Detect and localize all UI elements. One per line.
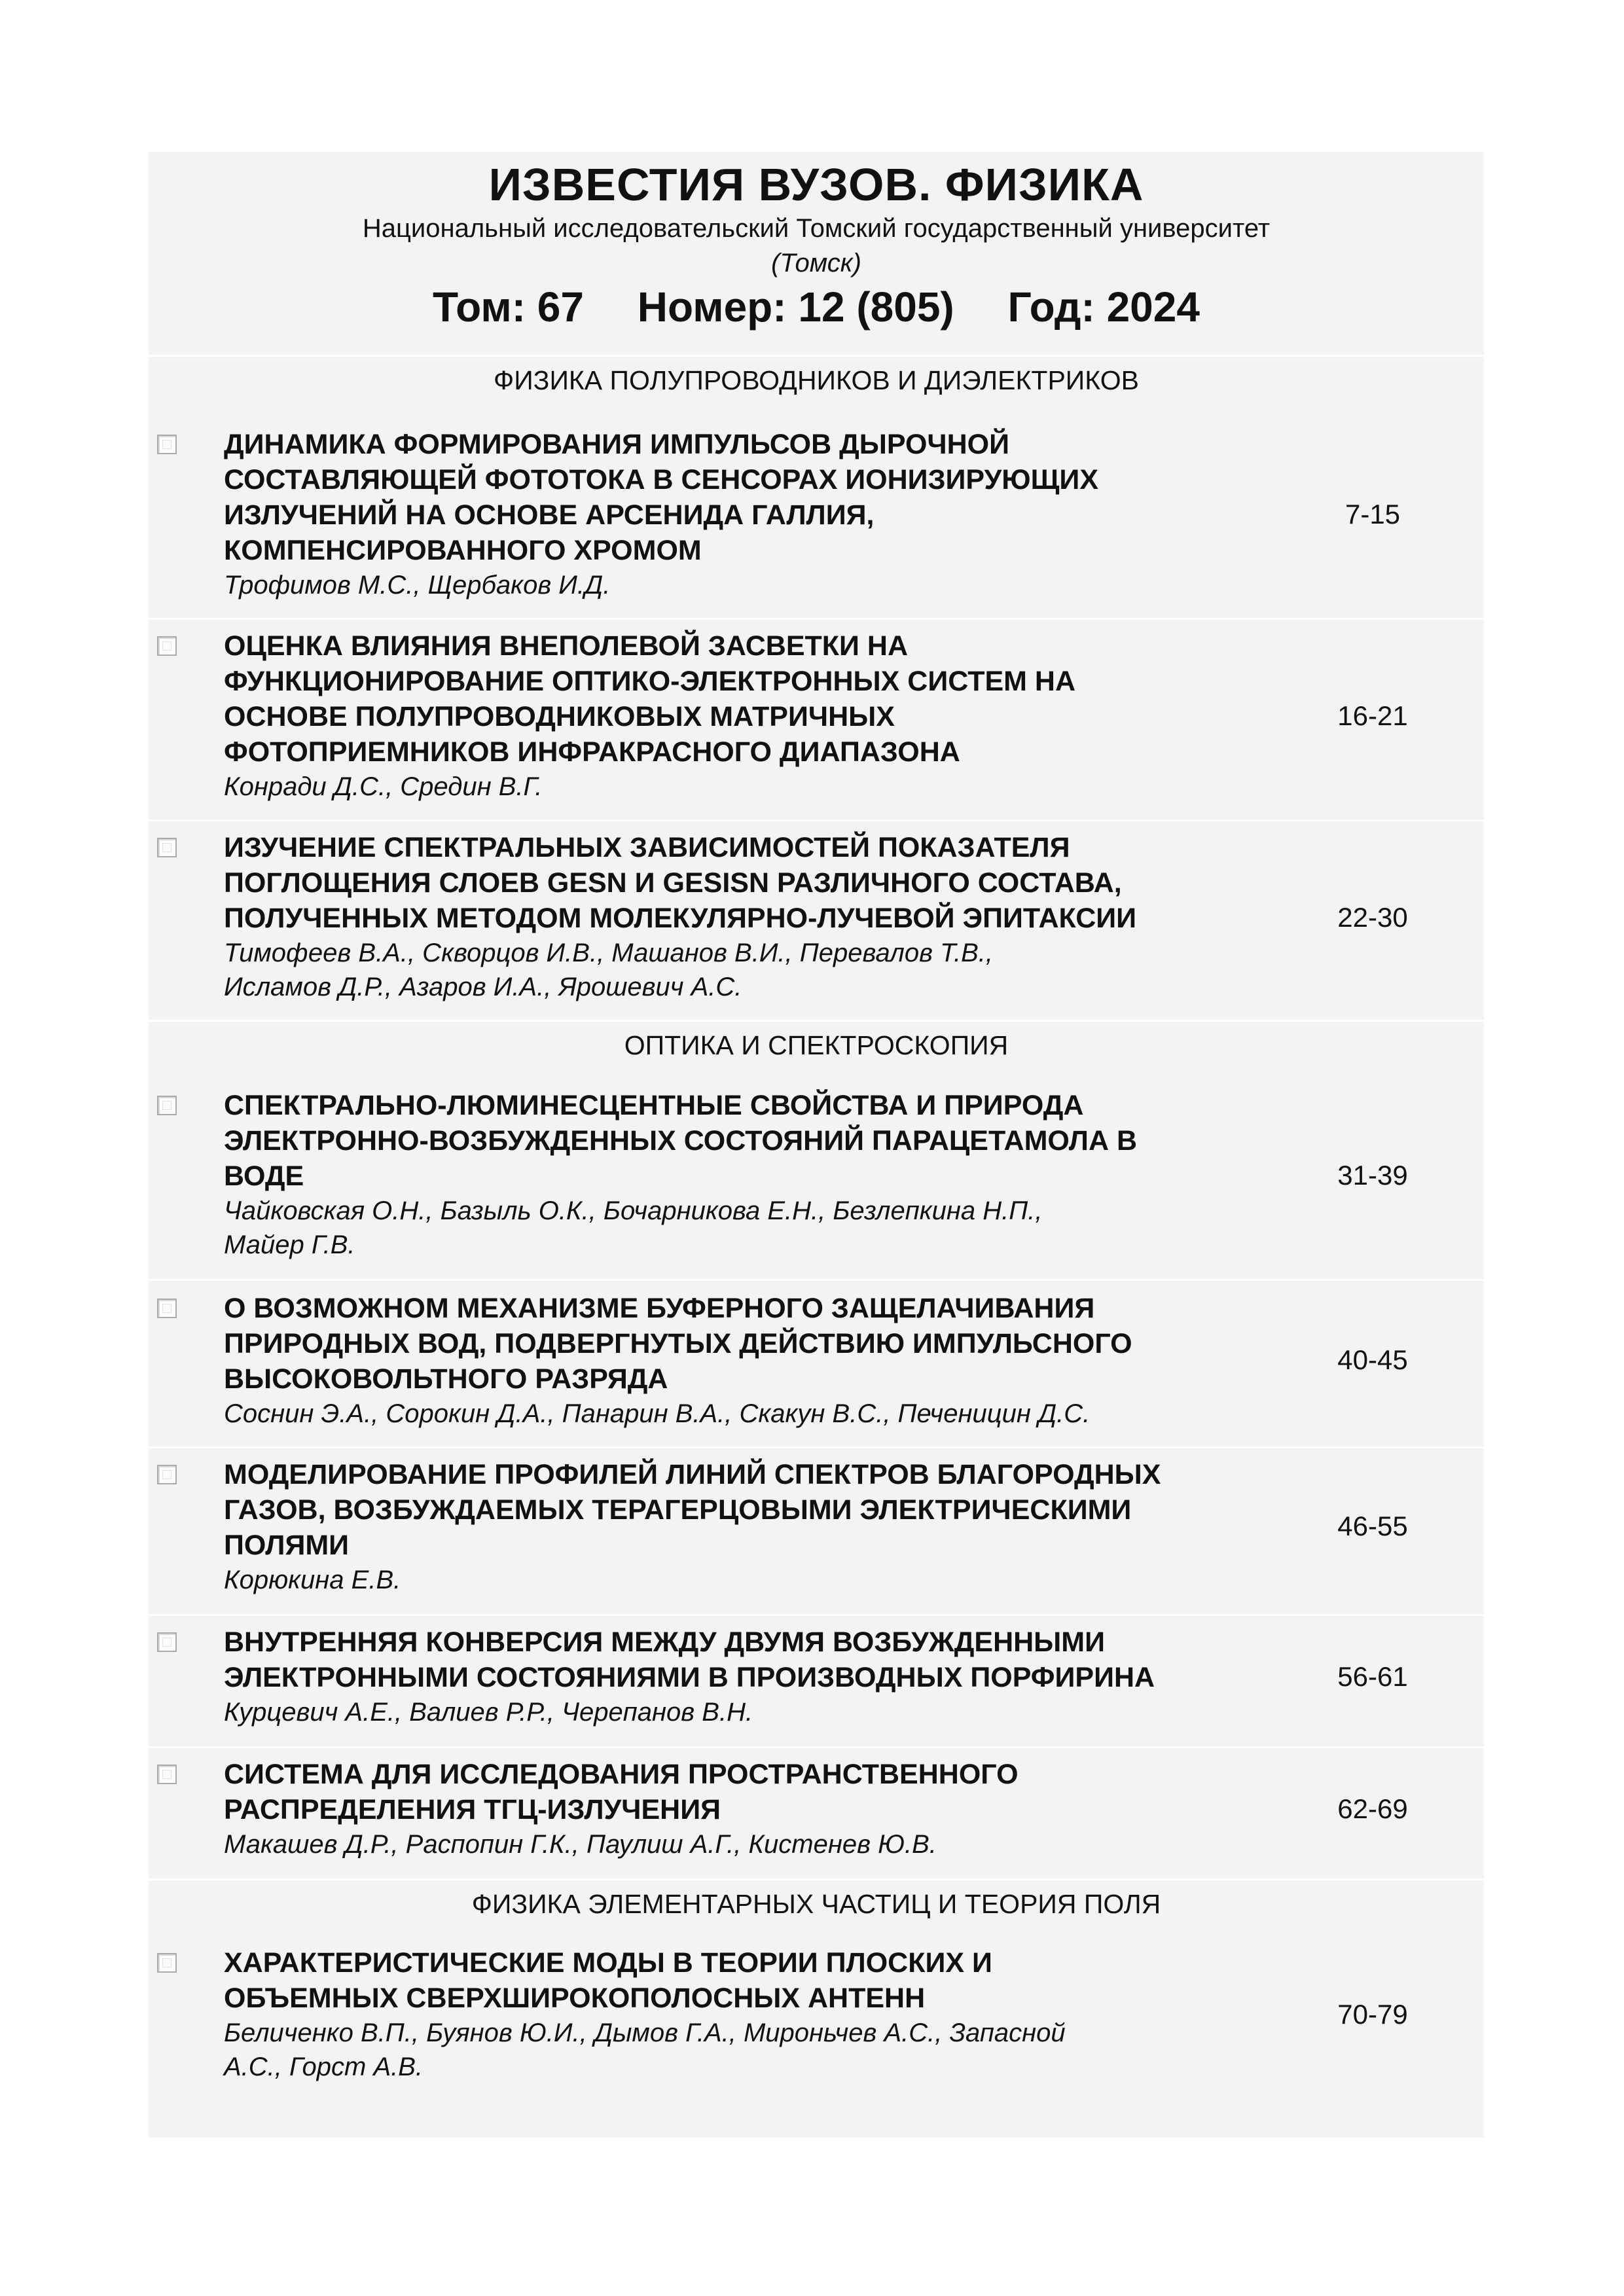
article-authors: Конради Д.С., Средин В.Г. bbox=[224, 772, 543, 801]
publisher-city: (Томск) bbox=[771, 249, 861, 278]
article-divider bbox=[149, 819, 1484, 821]
article-authors: Макашев Д.Р., Распопин Г.К., Паулиш А.Г., Кистенев Ю.В. bbox=[224, 1830, 937, 1859]
issue-label: Номер: 12 (805) bbox=[637, 283, 954, 331]
article-authors: Чайковская О.Н., Базыль О.К., Бочарникова Е.Н., Безлепкина Н.П., Майер Г.В. bbox=[224, 1196, 1043, 1259]
section-heading-semiconductors: ФИЗИКА ПОЛУПРОВОДНИКОВ И ДИЭЛЕКТРИКОВ bbox=[494, 365, 1139, 395]
select-checkbox[interactable] bbox=[157, 636, 177, 656]
article-authors: Курцевич А.Е., Валиев Р.Р., Черепанов В.Н. bbox=[224, 1698, 753, 1727]
issue-info bbox=[149, 283, 1484, 331]
article-title[interactable]: ИЗУЧЕНИЕ СПЕКТРАЛЬНЫХ ЗАВИСИМОСТЕЙ ПОКАЗАТЕЛЯ ПОГЛОЩЕНИЯ СЛОЕВ GESN И GESISN РАЗЛИЧНОГО СОСТАВА, ПОЛУЧЕННЫХ МЕТОДОМ МОЛЕКУЛЯРНО-ЛУЧЕВОЙ ЭПИТАКСИИ bbox=[224, 832, 1137, 934]
article-pages: 70-79 bbox=[1337, 1999, 1408, 2030]
select-checkbox[interactable] bbox=[157, 1765, 177, 1784]
article-divider bbox=[149, 618, 1484, 620]
article-authors: Соснин Э.А., Сорокин Д.А., Панарин В.А., Скакун В.С., Печеницин Д.С. bbox=[224, 1399, 1091, 1428]
journal-title: ИЗВЕСТИЯ ВУЗОВ. ФИЗИКА bbox=[488, 159, 1144, 210]
publisher-name: Национальный исследовательский Томский государственный университет bbox=[362, 214, 1271, 243]
article-pages: 40-45 bbox=[1337, 1344, 1408, 1375]
header-divider bbox=[149, 355, 1484, 357]
article-divider bbox=[149, 1614, 1484, 1616]
article-authors: Корюкина Е.В. bbox=[224, 1566, 401, 1594]
article-title[interactable]: О ВОЗМОЖНОМ МЕХАНИЗМЕ БУФЕРНОГО ЗАЩЕЛАЧИВАНИЯ ПРИРОДНЫХ ВОД, ПОДВЕРГНУТЫХ ДЕЙСТВИЮ ИМПУЛЬСНОГО ВЫСОКОВОЛЬТНОГО РАЗРЯДА bbox=[224, 1293, 1132, 1395]
article-title[interactable]: ХАРАКТЕРИСТИЧЕСКИЕ МОДЫ В ТЕОРИИ ПЛОСКИХ И ОБЪЕМНЫХ СВЕРХШИРОКОПОЛОСНЫХ АНТЕНН bbox=[224, 1947, 992, 2014]
article-divider bbox=[149, 1279, 1484, 1281]
article-title[interactable]: СИСТЕМА ДЛЯ ИССЛЕДОВАНИЯ ПРОСТРАНСТВЕННОГО РАСПРЕДЕЛЕНИЯ ТГЦ-ИЗЛУЧЕНИЯ bbox=[224, 1759, 1019, 1825]
article-authors: Трофимов М.С., Щербаков И.Д. bbox=[224, 571, 611, 600]
article-pages: 46-55 bbox=[1337, 1511, 1408, 1541]
section-divider bbox=[149, 1878, 1484, 1880]
select-checkbox[interactable] bbox=[157, 1953, 177, 1973]
select-checkbox[interactable] bbox=[157, 1299, 177, 1318]
article-divider bbox=[149, 1446, 1484, 1448]
article-pages: 22-30 bbox=[1337, 902, 1408, 933]
article-pages: 16-21 bbox=[1337, 700, 1408, 731]
article-title[interactable]: ВНУТРЕННЯЯ КОНВЕРСИЯ МЕЖДУ ДВУМЯ ВОЗБУЖДЕННЫМИ ЭЛЕКТРОННЫМИ СОСТОЯНИЯМИ В ПРОИЗВОДНЫХ ПОРФИРИНА bbox=[224, 1626, 1155, 1693]
article-pages: 56-61 bbox=[1337, 1661, 1408, 1692]
select-checkbox[interactable] bbox=[157, 1096, 177, 1115]
select-checkbox[interactable] bbox=[157, 838, 177, 857]
article-pages: 31-39 bbox=[1337, 1160, 1408, 1191]
select-checkbox[interactable] bbox=[157, 1465, 177, 1484]
article-title[interactable]: МОДЕЛИРОВАНИЕ ПРОФИЛЕЙ ЛИНИЙ СПЕКТРОВ БЛАГОРОДНЫХ ГАЗОВ, ВОЗБУЖДАЕМЫХ ТЕРАГЕРЦОВЫМИ ЭЛЕКТРИЧЕСКИМИ ПОЛЯМИ bbox=[224, 1459, 1161, 1561]
volume-label: Том: 67 bbox=[433, 283, 584, 331]
article-title[interactable]: СПЕКТРАЛЬНО-ЛЮМИНЕСЦЕНТНЫЕ СВОЙСТВА И ПРИРОДА ЭЛЕКТРОННО-ВОЗБУЖДЕННЫХ СОСТОЯНИЙ ПАРАЦЕТАМОЛА В ВОДЕ bbox=[224, 1090, 1138, 1192]
article-pages: 62-69 bbox=[1337, 1793, 1408, 1824]
article-pages: 7-15 bbox=[1344, 499, 1401, 529]
article-title[interactable]: ДИНАМИКА ФОРМИРОВАНИЯ ИМПУЛЬСОВ ДЫРОЧНОЙ СОСТАВЛЯЮЩЕЙ ФОТОТОКА В СЕНСОРАХ ИОНИЗИРУЮЩИХ ИЗЛУЧЕНИЙ НА ОСНОВЕ АРСЕНИДА ГАЛЛИЯ, КОМПЕНСИРОВАННОГО ХРОМОМ bbox=[224, 429, 1099, 566]
section-heading-optics: ОПТИКА И СПЕКТРОСКОПИЯ bbox=[624, 1030, 1009, 1060]
article-title[interactable]: ОЦЕНКА ВЛИЯНИЯ ВНЕПОЛЕВОЙ ЗАСВЕТКИ НА ФУНКЦИОНИРОВАНИЕ ОПТИКО-ЭЛЕКТРОННЫХ СИСТЕМ НА ОСНОВЕ ПОЛУПРОВОДНИКОВЫХ МАТРИЧНЫХ ФОТОПРИЕМНИКОВ ИНФРАКРАСНОГО ДИАПАЗОНА bbox=[224, 630, 1076, 768]
section-heading-particle-physics: ФИЗИКА ЭЛЕМЕНТАРНЫХ ЧАСТИЦ И ТЕОРИЯ ПОЛЯ bbox=[471, 1889, 1161, 1919]
article-divider bbox=[149, 1746, 1484, 1748]
article-authors: Тимофеев В.А., Скворцов И.В., Машанов В.И., Перевалов Т.В., Исламов Д.Р., Азаров И.А., Ярошевич А.С. bbox=[224, 939, 993, 1001]
select-checkbox[interactable] bbox=[157, 435, 177, 454]
year-label: Год: 2024 bbox=[1007, 283, 1200, 331]
section-divider bbox=[149, 1020, 1484, 1022]
toc-panel bbox=[149, 152, 1484, 2138]
article-authors: Беличенко В.П., Буянов Ю.И., Дымов Г.А., Мироньчев А.С., Запасной А.С., Горст А.В. bbox=[224, 2018, 1066, 2081]
select-checkbox[interactable] bbox=[157, 1632, 177, 1652]
